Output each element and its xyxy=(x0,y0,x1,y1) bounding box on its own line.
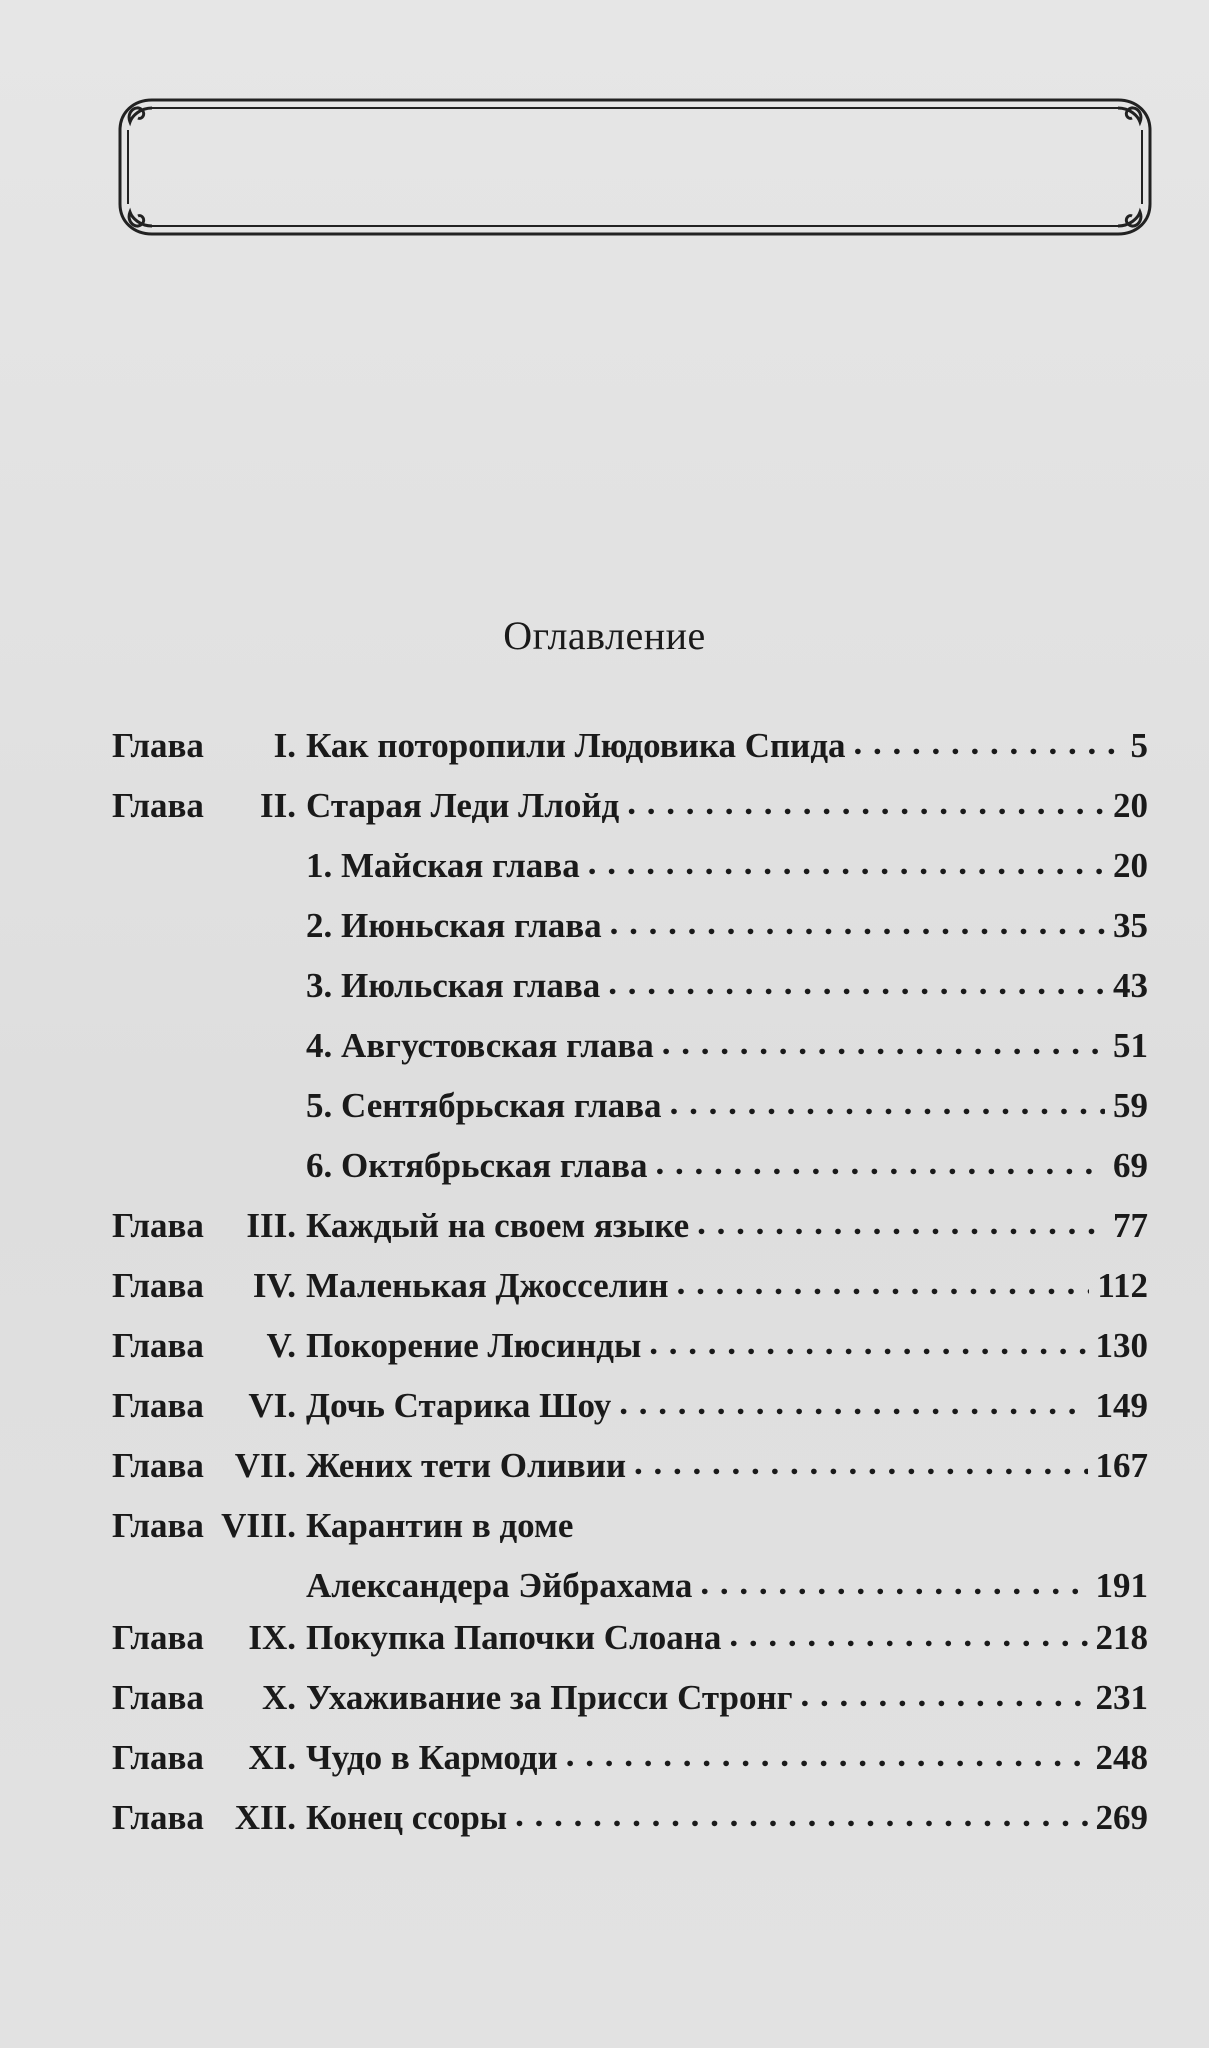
page-number: 167 xyxy=(1095,1446,1148,1485)
toc-entry xyxy=(112,966,1148,1006)
chapter-word: Глава xyxy=(112,1326,204,1365)
toc-entry xyxy=(112,726,1148,766)
chapter-title: Ухаживание за Присси Стронг xyxy=(306,1678,793,1717)
chapter-word: Глава xyxy=(112,1386,204,1425)
toc-entry xyxy=(112,1618,1148,1658)
chapter-number: VI. xyxy=(248,1386,296,1425)
chapter-title: 3. Июльская глава xyxy=(306,966,601,1005)
chapter-word: Глава xyxy=(112,726,204,765)
dot-leader xyxy=(854,723,1123,763)
chapter-title: Чудо в Кармоди xyxy=(306,1738,558,1777)
dot-leader xyxy=(515,1795,1087,1835)
dot-leader xyxy=(588,843,1105,883)
dot-leader xyxy=(700,1563,1087,1603)
toc-entry xyxy=(112,1678,1148,1718)
dot-leader xyxy=(656,1143,1105,1183)
chapter-title: Дочь Старика Шоу xyxy=(306,1386,612,1425)
page-number: 218 xyxy=(1095,1618,1148,1657)
page-number: 43 xyxy=(1113,966,1148,1005)
chapter-title: Как поторопили Людовика Спида xyxy=(306,726,846,765)
page-number: 269 xyxy=(1095,1798,1148,1837)
chapter-number: XI. xyxy=(248,1738,296,1777)
chapter-title: Жених тети Оливии xyxy=(306,1446,627,1485)
page-number: 5 xyxy=(1130,726,1148,765)
toc-entry xyxy=(112,1738,1148,1778)
toc-entry xyxy=(112,1026,1148,1066)
chapter-number: I. xyxy=(273,726,296,765)
chapter-title: Александера Эйбрахама xyxy=(306,1566,693,1605)
chapter-title: Маленькая Джосселин xyxy=(306,1266,669,1305)
chapter-number: IX. xyxy=(248,1618,296,1657)
page-number: 51 xyxy=(1113,1026,1148,1065)
chapter-title: Покупка Папочки Слоана xyxy=(306,1618,722,1657)
dot-leader xyxy=(608,963,1105,1003)
page-number: 35 xyxy=(1113,906,1148,945)
chapter-word: Глава xyxy=(112,1506,204,1545)
dot-leader xyxy=(662,1023,1105,1063)
chapter-number: II. xyxy=(260,786,296,825)
chapter-number: IV. xyxy=(252,1266,296,1305)
chapter-number: X. xyxy=(261,1678,296,1717)
chapter-number: VII. xyxy=(234,1446,296,1485)
dot-leader xyxy=(801,1675,1088,1715)
chapter-title: 4. Августовская глава xyxy=(306,1026,654,1065)
chapter-title: 5. Сентябрьская глава xyxy=(306,1086,662,1125)
dot-leader xyxy=(619,1383,1087,1423)
ornament-frame-icon xyxy=(112,92,1158,242)
dot-leader xyxy=(670,1083,1105,1123)
page-number: 77 xyxy=(1113,1206,1148,1245)
chapter-word: Глава xyxy=(112,786,204,825)
chapter-number: VIII. xyxy=(221,1506,296,1545)
chapter-title: Старая Леди Ллойд xyxy=(306,786,620,825)
dot-leader xyxy=(627,783,1105,823)
chapter-title: 2. Июньская глава xyxy=(306,906,602,945)
dot-leader xyxy=(677,1263,1090,1303)
page-number: 231 xyxy=(1095,1678,1148,1717)
page-number: 112 xyxy=(1097,1266,1148,1305)
chapter-word: Глава xyxy=(112,1206,204,1245)
chapter-word: Глава xyxy=(112,1266,204,1305)
toc-entry xyxy=(112,1266,1148,1306)
toc-title: Оглавление xyxy=(503,613,706,658)
chapter-title: Покорение Люсинды xyxy=(306,1326,642,1365)
chapter-word: Глава xyxy=(112,1798,204,1837)
toc-entry xyxy=(112,1386,1148,1426)
toc-entry xyxy=(112,1086,1148,1126)
chapter-word: Глава xyxy=(112,1738,204,1777)
chapter-title: Каждый на своем языке xyxy=(306,1206,690,1245)
chapter-number: III. xyxy=(246,1206,296,1245)
chapter-title: Карантин в доме xyxy=(306,1506,574,1545)
page-number: 20 xyxy=(1113,786,1148,825)
chapter-word: Глава xyxy=(112,1678,204,1717)
page-number: 191 xyxy=(1095,1566,1148,1605)
page-number: 69 xyxy=(1113,1146,1148,1185)
page-number: 149 xyxy=(1095,1386,1148,1425)
toc-entry xyxy=(112,1206,1148,1246)
toc-entry xyxy=(112,1446,1148,1486)
dot-leader xyxy=(566,1735,1088,1775)
page-number: 130 xyxy=(1095,1326,1148,1365)
toc-entry xyxy=(112,786,1148,826)
toc-entry xyxy=(112,1146,1148,1186)
dot-leader xyxy=(610,903,1105,943)
chapter-title: 6. Октябрьская глава xyxy=(306,1146,648,1185)
page-number: 59 xyxy=(1113,1086,1148,1125)
toc-entry xyxy=(112,846,1148,886)
dot-leader xyxy=(649,1323,1087,1363)
dot-leader xyxy=(697,1203,1105,1243)
dot-leader xyxy=(634,1443,1087,1483)
toc-entry xyxy=(112,1506,1148,1606)
toc-entry xyxy=(112,906,1148,946)
toc-entry xyxy=(112,1326,1148,1366)
page-number: 248 xyxy=(1095,1738,1148,1777)
dot-leader xyxy=(729,1615,1087,1655)
ornamental-header-frame xyxy=(112,92,1158,242)
chapter-word: Глава xyxy=(112,1618,204,1657)
chapter-title: 1. Майская глава xyxy=(306,846,580,885)
toc-entry xyxy=(112,1798,1148,1838)
page-number: 20 xyxy=(1113,846,1148,885)
chapter-number: XII. xyxy=(234,1798,296,1837)
chapter-word: Глава xyxy=(112,1446,204,1485)
chapter-number: V. xyxy=(266,1326,296,1365)
chapter-title: Конец ссоры xyxy=(306,1798,508,1837)
